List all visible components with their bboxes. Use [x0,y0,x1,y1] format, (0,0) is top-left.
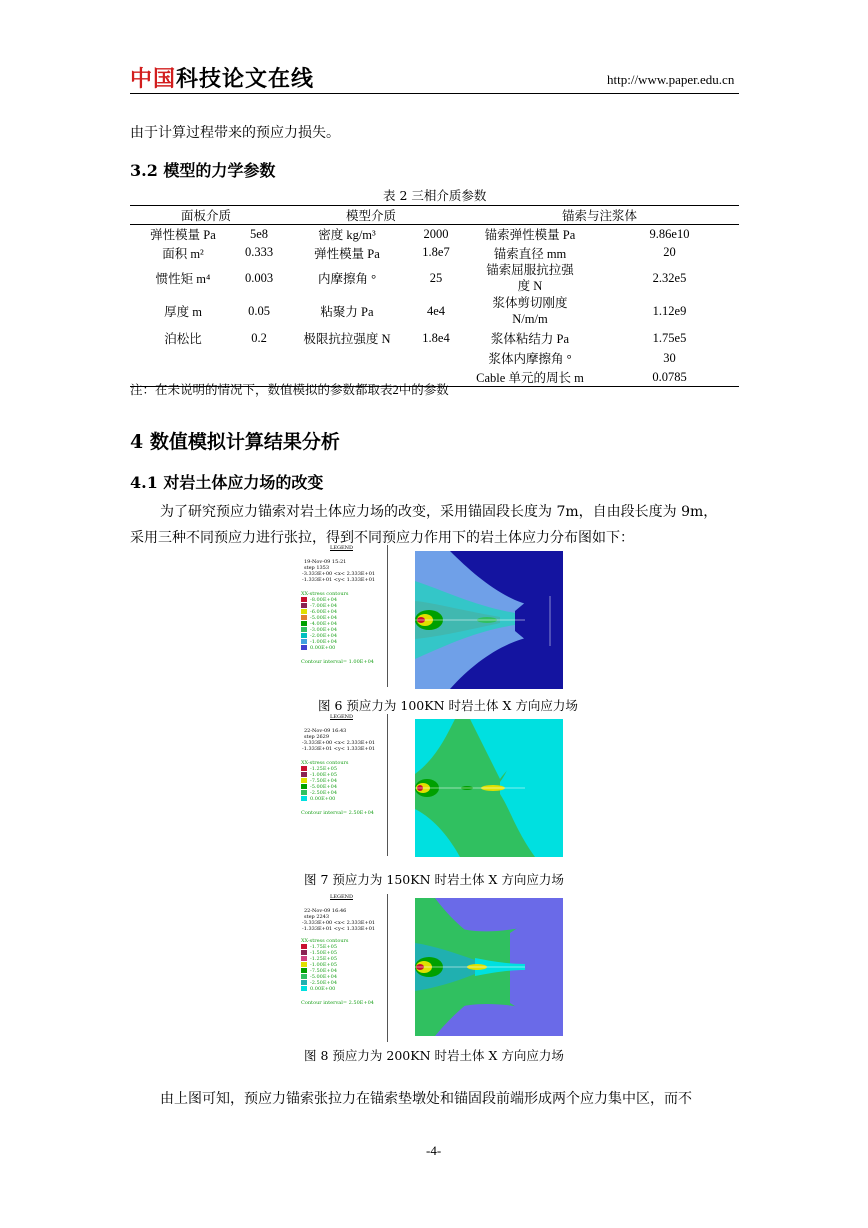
legend-contour-title: XX-stress contours [301,760,349,766]
legend-level-label: -7.50E+04 [310,967,338,974]
legend-swatch [301,603,307,608]
table-note: 注：在未说明的情况下，数值模拟的参数都取表2中的参数 [130,383,449,397]
figure-7-legend [298,714,388,856]
legend-level-label: -8.00E+04 [310,596,338,603]
legend-swatch [301,597,307,602]
legend-x-range: -3.333E+00 <x< 2.333E+01 [302,740,376,746]
legend-level-label: -6.00E+04 [310,608,338,615]
paragraph-2: 由上图可知，预应力锚索张拉力在锚索垫墩处和锚固段前端形成两个应力集中区，而不 [160,1091,692,1107]
legend-swatch [301,956,307,961]
legend-contour-title: XX-stress contours [301,938,349,944]
legend-level-label: -5.00E+04 [310,614,338,621]
legend-y-range: -1.333E+01 <y< 1.333E+01 [302,746,376,752]
table-cell [130,348,236,368]
figure-8-contour-plot [415,898,563,1036]
table-cell: 浆体粘结力 Pa [490,332,570,346]
table-cell: 0.003 [244,270,274,285]
legend-swatch [301,986,307,991]
table-cell: 锚索屈服抗拉强度 N [486,263,574,293]
legend-date: 19-Nov-09 15:21 [304,559,347,565]
section-4-heading: 4 数值模拟计算结果分析 [130,431,340,453]
table-cell: Cable 单元的周长 m [460,368,600,387]
legend-contour-title: XX-stress contours [301,591,349,597]
table-cell: 2000 [423,226,449,241]
legend-x-range: -3.333E+00 <x< 2.333E+01 [302,571,376,577]
legend-date: 22-Nov-09 16:43 [304,728,347,734]
table-cell: 浆体剪切刚度 N/m/m [492,296,568,326]
table-cell: 弹性模量 Pa [150,228,216,242]
legend-swatch [301,766,307,771]
section-3-2-heading: 3.2 模型的力学参数 [130,161,276,180]
journal-logo: 中国科技论文在线 [130,67,315,92]
legend-swatch [301,621,307,626]
legend-swatch [301,790,307,795]
page-number: -4- [426,1143,442,1158]
table-cell [412,348,460,368]
table-cell: 5e8 [249,226,269,241]
legend-contour-interval: Contour interval= 2.50E+04 [301,810,374,816]
table-row [130,225,739,244]
stress-field-plot-6 [415,551,563,689]
legend-contour-interval: Contour interval= 1.00E+04 [301,659,374,665]
legend-swatch [301,772,307,777]
legend-swatch [301,609,307,614]
table-cell: 0.05 [248,303,270,318]
material-parameters-table [130,205,739,387]
legend-title: LEGEND [330,545,353,551]
table-cell: 1.8e7 [422,245,450,259]
legend-level-label: -3.00E+04 [310,626,338,633]
table-cell: 1.75e5 [652,330,687,345]
table-cell: 2.32e5 [652,270,687,285]
legend-swatch [301,974,307,979]
legend-swatch [301,962,307,967]
stress-field-plot-8 [415,898,563,1036]
legend-swatch [301,980,307,985]
legend-swatch [301,950,307,955]
section-4-1-heading: 4.1 对岩土体应力场的改变 [130,473,324,492]
legend-level-label: -1.00E+05 [310,961,338,968]
paragraph-1-line-2: 采用三种不同预应力进行张拉，得到不同预应力作用下的岩土体应力分布图如下： [130,530,634,546]
legend-swatch [301,784,307,789]
legend-level-label: -7.00E+04 [310,602,338,609]
table-cell: 1.12e9 [652,303,687,318]
legend-level-label: -2.50E+04 [310,789,338,796]
legend-level-label: -7.50E+04 [310,777,338,784]
table-cell: 弹性模量 Pa [314,246,380,261]
intro-line: 由于计算过程带来的预应力损失。 [130,125,340,141]
legend-swatch [301,778,307,783]
table-cell: 惯性矩 m⁴ [155,272,211,286]
legend-level-label: -4.00E+04 [310,620,338,627]
figure-6-legend [298,545,388,687]
table-cell: 30 [663,350,676,365]
figure-6-caption: 图 6 预应力为 100KN 时岩土体 X 方向应力场 [318,698,578,713]
table-cell: 内摩擦角 ° [317,272,377,286]
legend-y-range: -1.333E+01 <y< 1.333E+01 [302,577,376,583]
table-row [130,262,739,294]
legend-level-label: -5.00E+04 [310,973,338,980]
table-cell: 浆体内摩擦角 ° [488,352,572,366]
legend-step: step 2243 [304,914,330,920]
table-row [130,294,739,328]
figure-8-caption: 图 8 预应力为 200KN 时岩土体 X 方向应力场 [304,1048,564,1063]
legend-swatch [301,639,307,644]
table-cell: 密度 kg/m³ [318,228,376,242]
table-cell: 4e4 [426,303,446,318]
legend-date: 22-Nov-09 16:46 [304,908,347,914]
table-row [130,243,739,262]
legend-y-range: -1.333E+01 <y< 1.333E+01 [302,926,376,932]
figure-8-legend [298,894,388,1042]
legend-level-label: 0.00E+00 [310,985,336,992]
table-row [130,328,739,348]
table-cell: 面积 m² [162,246,204,261]
table-cell: 0.0785 [600,368,739,387]
header-url[interactable]: http://www.paper.edu.cn [607,72,735,87]
paragraph-1-line-1: 为了研究预应力锚索对岩土体应力场的改变，采用锚固段长度为 7m，自由段长度为 9m， [160,504,718,520]
legend-swatch [301,627,307,632]
table-header-panel: 面板介质 [130,206,282,225]
table-cell: 粘聚力 Pa [320,305,374,319]
legend-step: step 1353 [304,565,330,571]
table-cell: 锚索弹性模量 Pa [484,228,576,242]
figure-7-caption: 图 7 预应力为 150KN 时岩土体 X 方向应力场 [304,872,564,887]
legend-level-label: -1.75E+05 [310,943,338,950]
legend-level-label: -5.00E+04 [310,783,338,790]
legend-level-label: -2.00E+04 [310,632,338,639]
legend-swatch [301,633,307,638]
legend-level-label: 0.00E+00 [310,644,336,651]
table-cell: 20 [663,245,676,259]
table-cell: 25 [429,270,443,285]
table-cell: 9.86e10 [649,226,690,241]
legend-swatch [301,968,307,973]
table-cell: 0.333 [244,245,274,259]
figure-7-contour-plot [415,719,563,857]
legend-level-label: -1.25E+05 [310,955,338,962]
legend-x-range: -3.333E+00 <x< 2.333E+01 [302,920,376,926]
legend-swatch [301,615,307,620]
table-2-caption: 表 2 三相介质参数 [383,188,487,203]
legend-swatch [301,944,307,949]
table-cell [236,348,282,368]
legend-level-label: -1.50E+05 [310,949,338,956]
legend-level-label: -1.25E+05 [310,765,338,772]
legend-swatch [301,796,307,801]
legend-contour-interval: Contour interval= 2.50E+04 [301,1000,374,1006]
table-cell [282,348,412,368]
legend-step: step 2629 [304,734,330,740]
header-divider [130,93,739,94]
table-cell: 锚索直径 mm [493,246,567,261]
legend-title: LEGEND [330,714,353,720]
table-cell: 极限抗拉强度 N [303,332,391,346]
table-cell: 0.2 [251,330,267,345]
legend-swatch [301,645,307,650]
legend-level-label: -1.00E+05 [310,771,338,778]
stress-field-plot-7 [415,719,563,857]
table-header-model: 模型介质 [282,206,460,225]
legend-level-label: -1.00E+04 [310,638,338,645]
legend-level-label: 0.00E+00 [310,795,336,802]
table-row [130,348,739,368]
figure-6-contour-plot [415,551,563,689]
legend-level-label: -2.50E+04 [310,979,338,986]
table-cell: 泊松比 [164,332,202,346]
table-header-cable: 锚索与注浆体 [460,206,739,225]
table-cell: 1.8e4 [422,330,450,345]
legend-title: LEGEND [330,894,353,900]
table-cell: 厚度 m [164,305,202,319]
